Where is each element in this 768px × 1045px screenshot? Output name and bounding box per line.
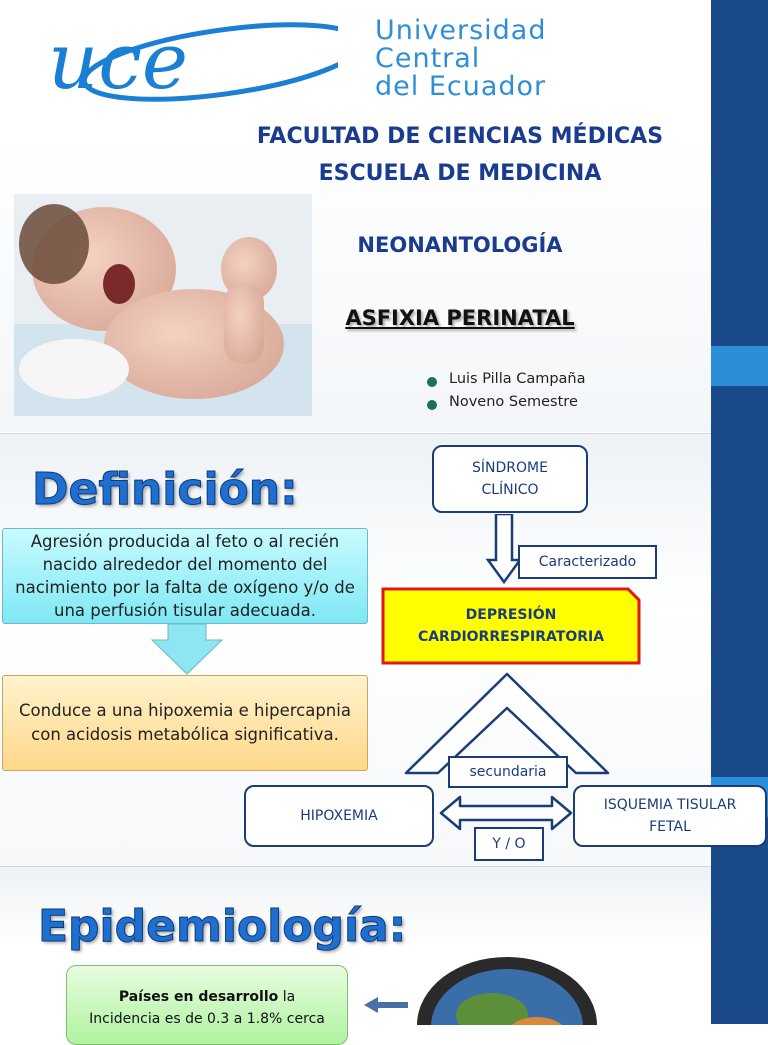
topic-heading: ASFIXIA PERINATAL (345, 306, 575, 330)
crying-newborn-photo (14, 194, 312, 416)
definition-box (2, 528, 368, 624)
consequence-text: Conduce a una hipoxemia e hipercapnia con acidosis metabólica significativa. (19, 701, 351, 744)
epidemiology-bold: Países en desarrollo (118, 989, 279, 1005)
epidemiology-slide (0, 866, 711, 1025)
school-heading: ESCUELA DE MEDICINA (318, 161, 602, 186)
depresion-line2: CARDIORRESPIRATORIA (417, 629, 605, 645)
definition-slide (0, 433, 737, 866)
depresion-line1: DEPRESIÓN (465, 607, 557, 623)
logo-lettering: uce (48, 17, 189, 107)
sindrome-line1: SÍNDROME (472, 460, 548, 476)
globe-hands-image (412, 955, 602, 1025)
bullet-dot (427, 400, 437, 410)
isquemia-box (573, 785, 767, 847)
right-edge-bar (711, 0, 768, 1024)
y-o-label: Y / O (474, 827, 544, 861)
epidemiology-line2: Incidencia es de 0.3 a 1.8% cerca (89, 1011, 325, 1027)
subject-heading: NEONANTOLOGÍA (357, 233, 563, 257)
sindrome-line2: CLÍNICO (481, 482, 539, 498)
consequence-box (2, 675, 368, 771)
university-name-line2: Central (375, 43, 481, 74)
epidemiology-box (66, 965, 348, 1045)
uce-logo (38, 10, 338, 110)
hipoxemia-box: HIPOXEMIA (244, 785, 434, 847)
author-name: Luis Pilla Campaña (449, 371, 586, 387)
faculty-heading: FACULTAD DE CIENCIAS MÉDICAS (256, 124, 664, 149)
down-arrow-icon (150, 624, 224, 676)
university-name-line3: del Ecuador (375, 71, 547, 102)
depresion-box (380, 586, 642, 666)
semester-label: Noveno Semestre (449, 394, 578, 410)
definition-text: Agresión producida al feto o al recién nacido alrededor del momento del nacimiento por la falta de oxígeno y/o de una perfusión tisular adecuada. (15, 532, 355, 620)
left-arrow-icon (362, 995, 410, 1015)
epidemiology-line1 (75, 986, 339, 1008)
bullet-dot (427, 377, 437, 387)
isquemia-line1: ISQUEMIA TISULAR (603, 797, 737, 813)
secundaria-label: secundaria (448, 756, 568, 788)
sindrome-clinico-box (432, 445, 588, 513)
isquemia-line2: FETAL (649, 819, 691, 835)
definition-title: Definición: (32, 464, 298, 515)
caracterizado-label: Caracterizado (518, 545, 657, 579)
title-slide (0, 0, 711, 432)
epidemiology-rest: la (278, 989, 296, 1005)
university-name-line1: Universidad (375, 15, 547, 46)
epidemiology-title: Epidemiología: (38, 901, 407, 952)
